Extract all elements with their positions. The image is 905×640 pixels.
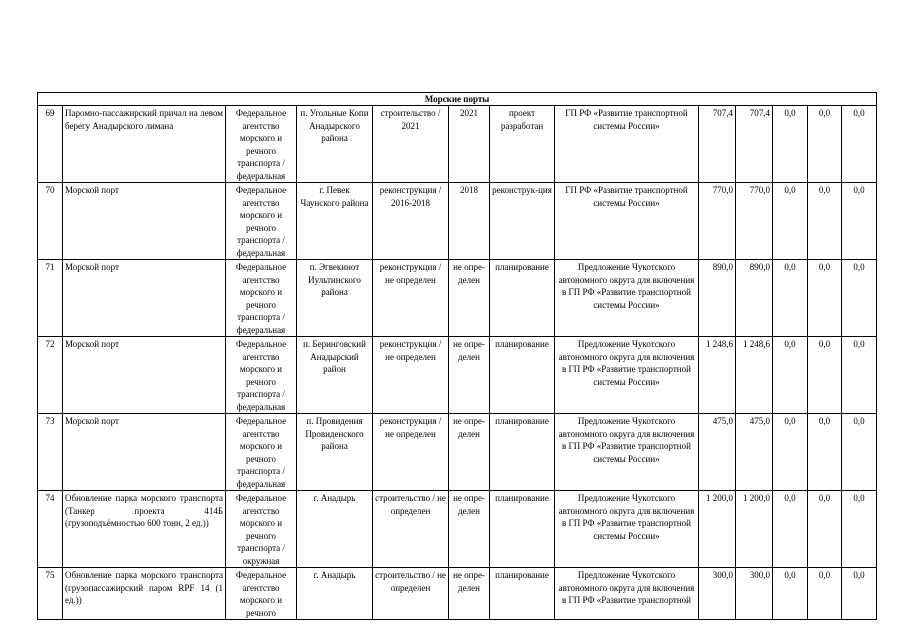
table-row [38, 414, 877, 491]
table-row [38, 568, 877, 620]
value-1-cell: 300,0 [699, 568, 736, 620]
agency-cell: Федеральное агентство морского и речного транспорта / окружная [226, 491, 297, 568]
program-cell: ГП РФ «Развитие транспортной системы России» [555, 183, 699, 260]
value-1-cell: 890,0 [699, 260, 736, 337]
location-cell: г. Певек Чаунского района [297, 183, 373, 260]
value-3-cell: 0,0 [773, 106, 808, 183]
object-name-cell: Паромно-пассажирский причал на левом берегу Анадырского лимана [63, 106, 226, 183]
program-cell: Предложение Чукотского автономного округа для включения в ГП РФ «Развитие транспортной системы России» [555, 260, 699, 337]
value-4-cell: 0,0 [808, 106, 842, 183]
value-4-cell: 0,0 [808, 337, 842, 414]
value-1-cell: 475,0 [699, 414, 736, 491]
stage-cell: проект разработан [490, 106, 555, 183]
work-type-cell: реконструкция / не определен [373, 337, 449, 414]
stage-cell: реконструк-ция [490, 183, 555, 260]
year-cell: не опре-делен [449, 568, 490, 620]
table-row [38, 106, 877, 183]
location-cell: п. Эгвекинот Иультинского района [297, 260, 373, 337]
value-3-cell: 0,0 [773, 414, 808, 491]
row-number-cell: 74 [38, 491, 63, 568]
work-type-cell: строительство / не определен [373, 568, 449, 620]
value-3-cell: 0,0 [773, 568, 808, 620]
section-title: Морские порты [38, 93, 877, 106]
value-3-cell: 0,0 [773, 183, 808, 260]
year-cell: не опре-делен [449, 260, 490, 337]
year-cell: 2018 [449, 183, 490, 260]
agency-cell: Федеральное агентство морского и речного транспорта / федеральная [226, 106, 297, 183]
stage-cell: планирование [490, 491, 555, 568]
value-1-cell: 1 248,6 [699, 337, 736, 414]
value-1-cell: 770,0 [699, 183, 736, 260]
value-4-cell: 0,0 [808, 568, 842, 620]
program-cell: ГП РФ «Развитие транспортной системы России» [555, 106, 699, 183]
value-2-cell: 475,0 [736, 414, 773, 491]
year-cell: не опре-делен [449, 491, 490, 568]
row-number-cell: 70 [38, 183, 63, 260]
work-type-cell: реконструкция / не определен [373, 260, 449, 337]
year-cell: не опре-делен [449, 337, 490, 414]
object-name-cell: Морской порт [63, 414, 226, 491]
value-1-cell: 707,4 [699, 106, 736, 183]
value-4-cell: 0,0 [808, 183, 842, 260]
program-cell: Предложение Чукотского автономного округа для включения в ГП РФ «Развитие транспортной [555, 568, 699, 620]
location-cell: г. Анадырь [297, 491, 373, 568]
object-name-cell: Морской порт [63, 260, 226, 337]
work-type-cell: реконструкция / не определен [373, 414, 449, 491]
stage-cell: планирование [490, 568, 555, 620]
value-2-cell: 770,0 [736, 183, 773, 260]
value-2-cell: 300,0 [736, 568, 773, 620]
agency-cell: Федеральное агентство морского и речного транспорта / федеральная [226, 183, 297, 260]
location-cell: п. Угольные Копи Анадырского района [297, 106, 373, 183]
value-5-cell: 0,0 [842, 260, 877, 337]
value-3-cell: 0,0 [773, 337, 808, 414]
table-row [38, 491, 877, 568]
program-cell: Предложение Чукотского автономного округа для включения в ГП РФ «Развитие транспортной системы России» [555, 337, 699, 414]
location-cell: г. Анадырь [297, 568, 373, 620]
section-header-row [38, 93, 877, 106]
stage-cell: планирование [490, 337, 555, 414]
work-type-cell: строительство / не определен [373, 491, 449, 568]
value-5-cell: 0,0 [842, 568, 877, 620]
object-name-cell: Морской порт [63, 337, 226, 414]
row-number-cell: 73 [38, 414, 63, 491]
value-4-cell: 0,0 [808, 414, 842, 491]
table-row [38, 337, 877, 414]
row-number-cell: 69 [38, 106, 63, 183]
agency-cell: Федеральное агентство морского и речного [226, 568, 297, 620]
location-cell: п. Провидения Провиденского района [297, 414, 373, 491]
table-row [38, 183, 877, 260]
agency-cell: Федеральное агентство морского и речного транспорта / федеральная [226, 337, 297, 414]
object-name-cell: Обновление парка морского транспорта (Танкер проекта 414Б (грузоподъёмностью 600 тонн, 2 ед.)) [63, 491, 226, 568]
value-3-cell: 0,0 [773, 260, 808, 337]
value-5-cell: 0,0 [842, 414, 877, 491]
value-2-cell: 1 248,6 [736, 337, 773, 414]
value-2-cell: 1 200,0 [736, 491, 773, 568]
table-row [38, 260, 877, 337]
location-cell: п. Беринговский Анадырский район [297, 337, 373, 414]
work-type-cell: строительство / 2021 [373, 106, 449, 183]
row-number-cell: 72 [38, 337, 63, 414]
stage-cell: планирование [490, 414, 555, 491]
year-cell: не опре-делен [449, 414, 490, 491]
value-5-cell: 0,0 [842, 337, 877, 414]
value-5-cell: 0,0 [842, 106, 877, 183]
program-cell: Предложение Чукотского автономного округа для включения в ГП РФ «Развитие транспортной системы России» [555, 491, 699, 568]
value-5-cell: 0,0 [842, 491, 877, 568]
program-cell: Предложение Чукотского автономного округа для включения в ГП РФ «Развитие транспортной системы России» [555, 414, 699, 491]
value-2-cell: 890,0 [736, 260, 773, 337]
year-cell: 2021 [449, 106, 490, 183]
stage-cell: планирование [490, 260, 555, 337]
marine-ports-table [37, 92, 877, 620]
agency-cell: Федеральное агентство морского и речного транспорта / федеральная [226, 260, 297, 337]
value-5-cell: 0,0 [842, 183, 877, 260]
row-number-cell: 75 [38, 568, 63, 620]
value-4-cell: 0,0 [808, 260, 842, 337]
value-2-cell: 707,4 [736, 106, 773, 183]
value-3-cell: 0,0 [773, 491, 808, 568]
row-number-cell: 71 [38, 260, 63, 337]
value-4-cell: 0,0 [808, 491, 842, 568]
value-1-cell: 1 200,0 [699, 491, 736, 568]
table-body [38, 106, 877, 620]
object-name-cell: Обновление парка морского транспорта (грузопассажирский паром RPF 14 (1 ед.)) [63, 568, 226, 620]
work-type-cell: реконструкция / 2016-2018 [373, 183, 449, 260]
agency-cell: Федеральное агентство морского и речного транспорта / федеральная [226, 414, 297, 491]
object-name-cell: Морской порт [63, 183, 226, 260]
